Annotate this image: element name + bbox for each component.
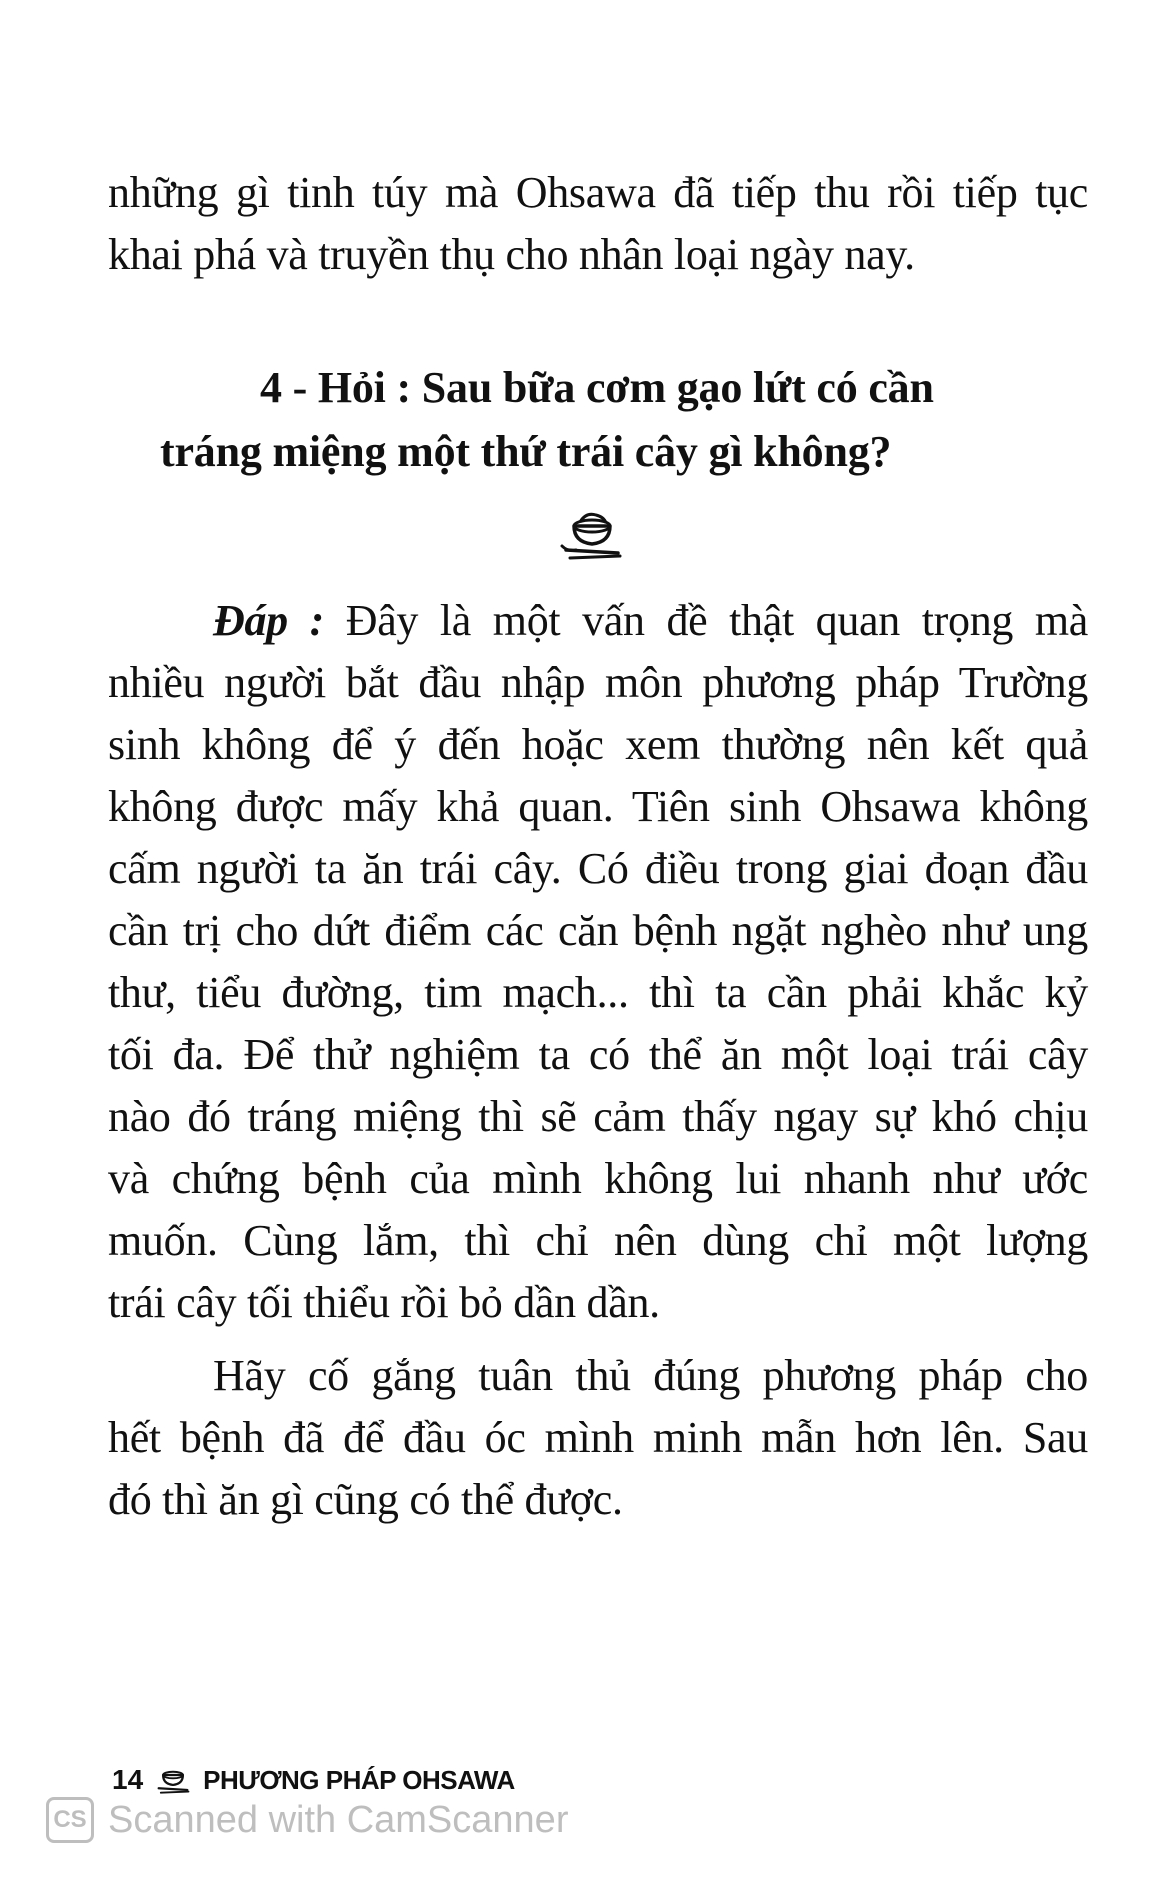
camscanner-logo-icon: CS [46,1797,94,1843]
answer-line-3: sinh không để ý đến hoặc xem thường nên kết quả [108,720,1088,769]
question-line-2: tráng miệng một thứ trái cây gì không? [160,427,892,476]
answer-line-4: không được mấy khả quan. Tiên sinh Ohsawa không [108,782,1088,831]
answer-label: Đáp : [213,596,324,645]
answer-line-8: tối đa. Để thử nghiệm ta có thể ăn một loại trái cây [108,1030,1088,1079]
question-line-1: 4 - Hỏi : Sau bữa cơm gạo lứt có cần [260,363,934,412]
rice-bowl-chopsticks-icon [560,506,624,564]
watermark-text: Scanned with CamScanner [108,1798,569,1841]
answer-line-5: cấm người ta ăn trái cây. Có điều trong giai đoạn đầu [108,844,1088,893]
answer-line-10: và chứng bệnh của mình không lui nhanh như ước [108,1154,1088,1203]
intro-line-2: khai phá và truyền thụ cho nhân loại ngày nay. [108,230,915,279]
rice-bowl-chopsticks-icon [153,1764,193,1796]
page-footer [112,1760,515,1800]
intro-line-1: những gì tinh túy mà Ohsawa đã tiếp thu rồi tiếp tục [108,168,1088,217]
closing-line-2: hết bệnh đã để đầu óc mình minh mẫn hơn lên. Sau [108,1413,1088,1462]
answer-line-2: nhiều người bắt đầu nhập môn phương pháp Trường [108,658,1088,707]
scanner-watermark [46,1795,568,1845]
answer-line-1-text: Đây là một vấn đề thật quan trọng mà [323,596,1088,645]
intro-paragraph [108,162,1088,286]
answer-line-6: cần trị cho dứt điểm các căn bệnh ngặt nghèo như ung [108,906,1088,955]
closing-line-1: Hãy cố gắng tuân thủ đúng phương pháp cho [213,1351,1088,1400]
answer-line-12: trái cây tối thiểu rồi bỏ dần dần. [108,1278,660,1327]
question-heading [160,356,1060,484]
closing-line-3: đó thì ăn gì cũng có thể được. [108,1475,623,1524]
answer-line-1 [108,590,1088,652]
answer-line-7: thư, tiểu đường, tim mạch... thì ta cần phải khắc kỷ [108,968,1088,1017]
page-number: 14 [112,1764,144,1795]
answer-line-9: nào đó tráng miệng thì sẽ cảm thấy ngay sự khó chịu [108,1092,1088,1141]
answer-paragraph [108,590,1088,1334]
running-title: PHƯƠNG PHÁP OHSAWA [203,1764,515,1795]
closing-paragraph [108,1345,1088,1531]
answer-line-11: muốn. Cùng lắm, thì chỉ nên dùng chỉ một lượng [108,1216,1088,1265]
